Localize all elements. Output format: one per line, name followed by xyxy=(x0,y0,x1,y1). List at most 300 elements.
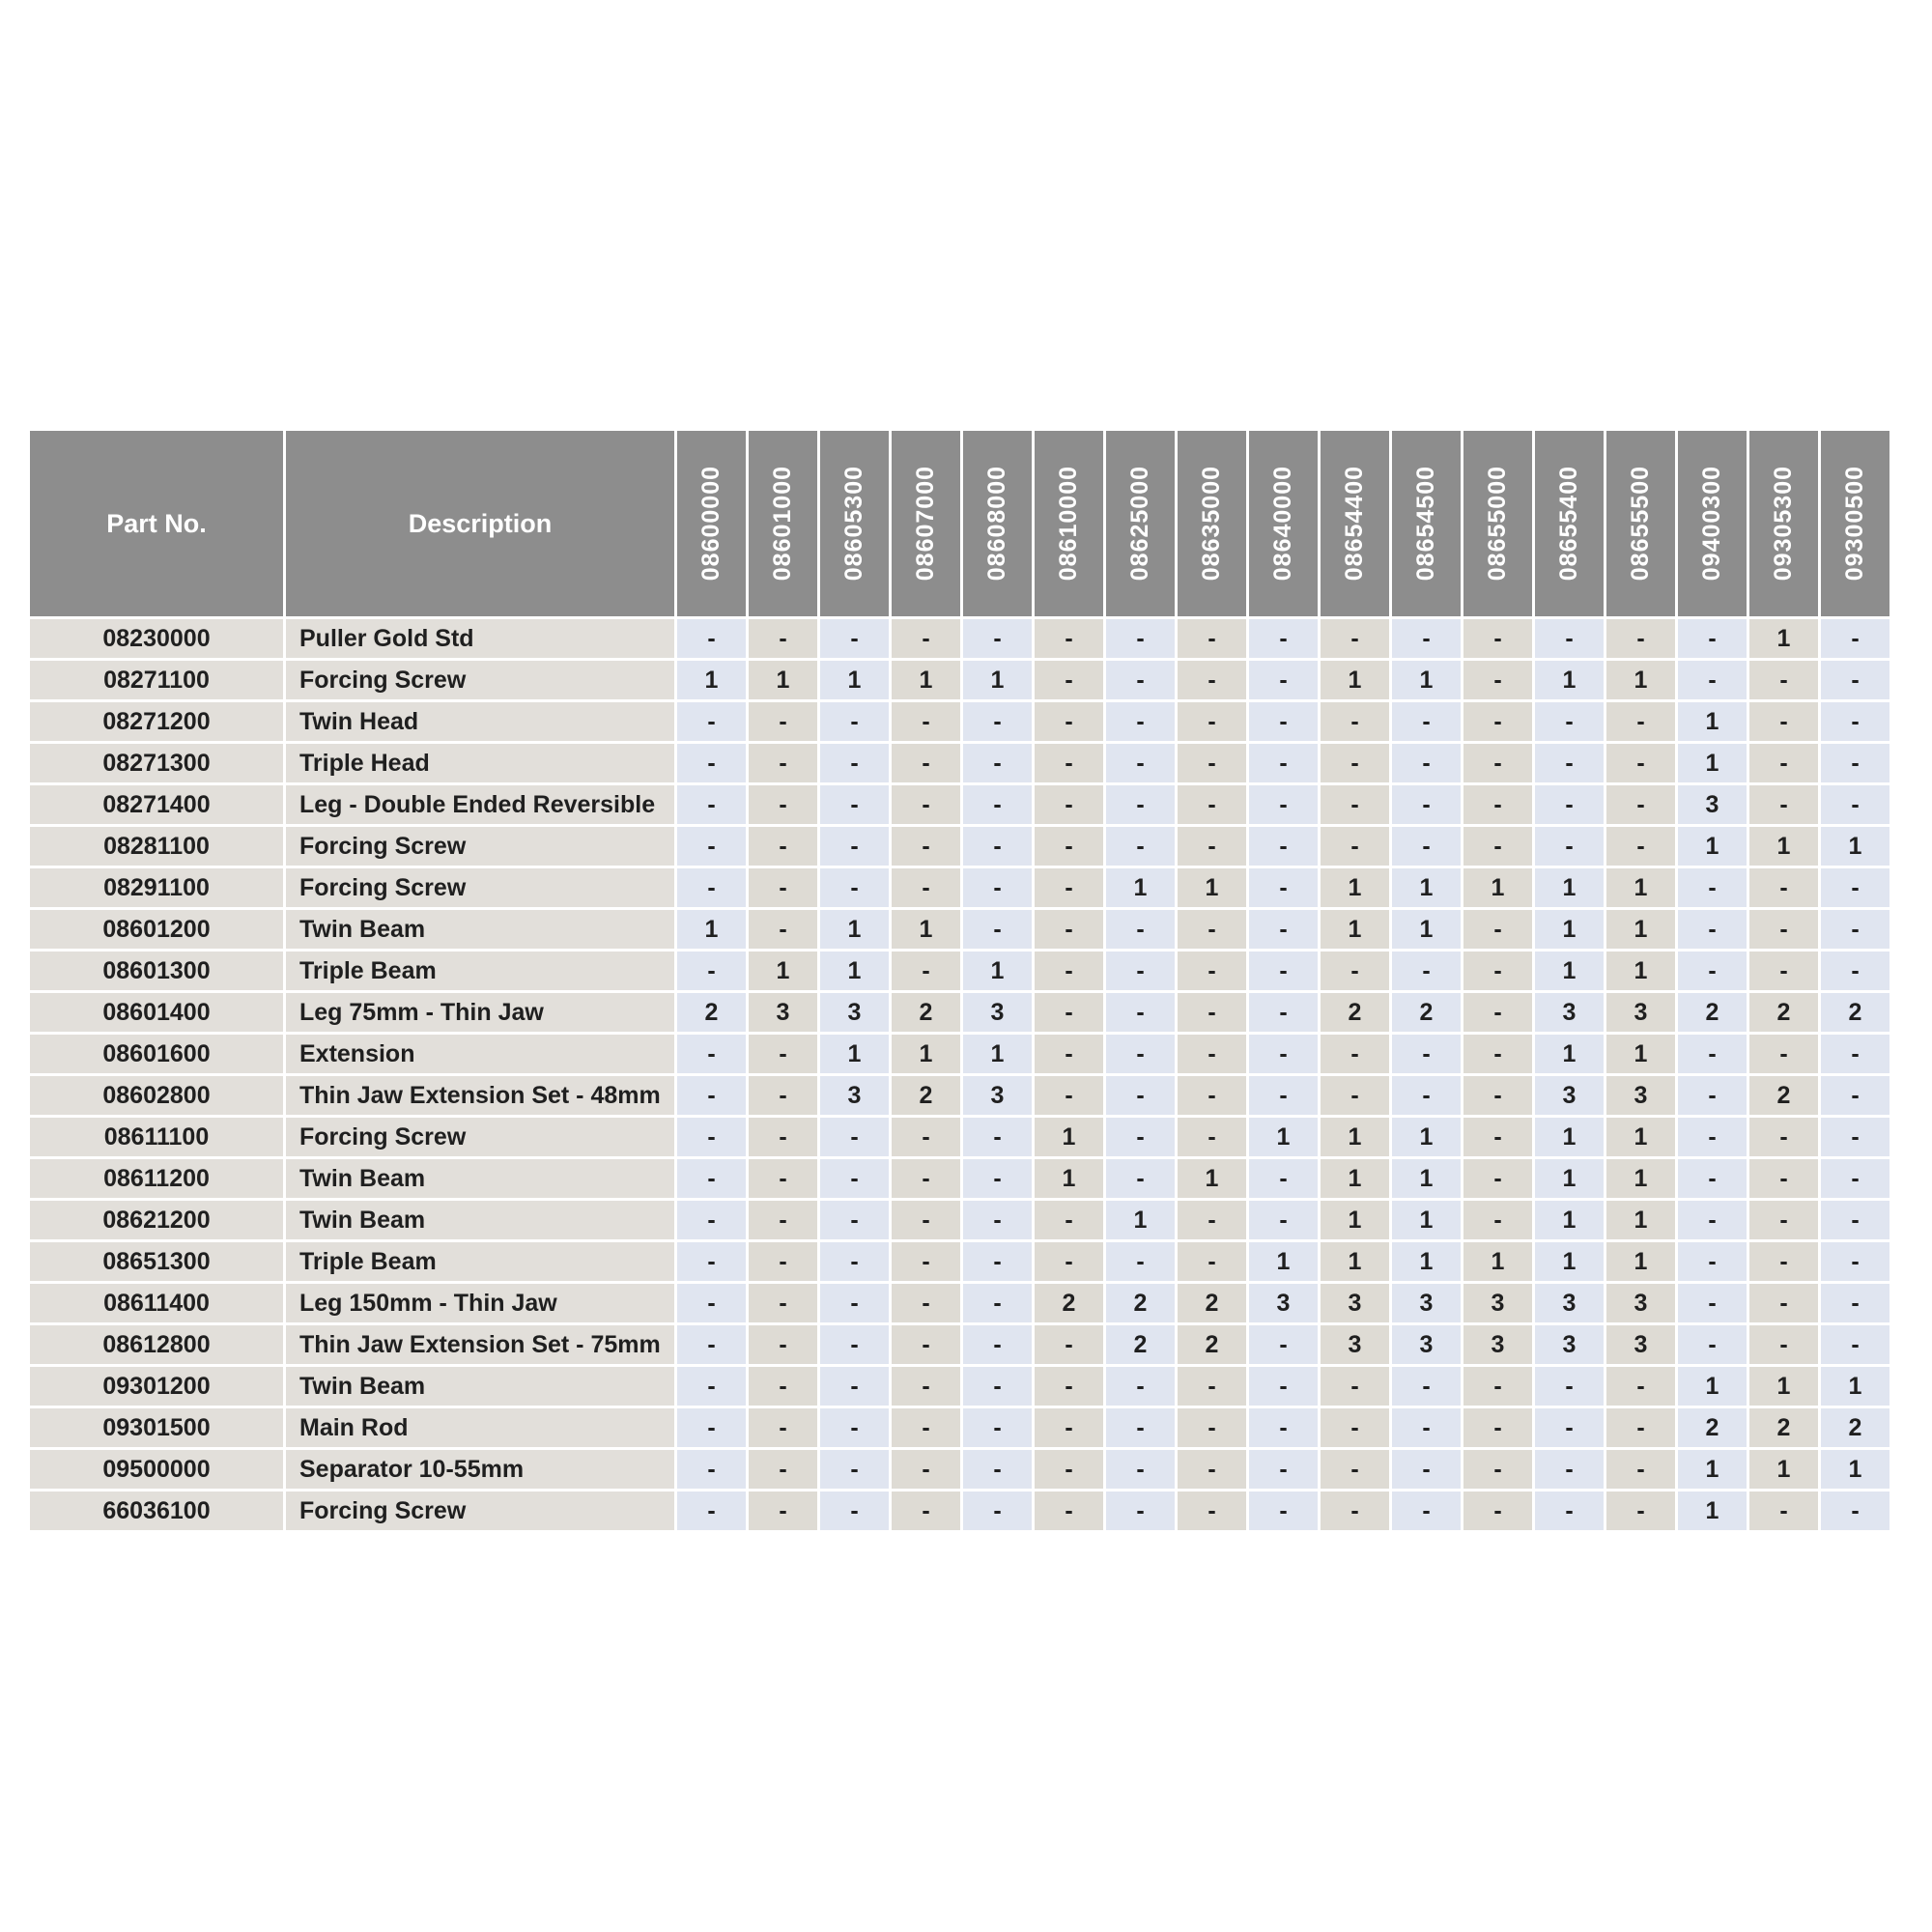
kit-column-label: 09300500 xyxy=(1841,466,1868,582)
quantity-cell: - xyxy=(1178,1408,1246,1447)
quantity-cell: - xyxy=(1749,702,1818,741)
quantity-cell: - xyxy=(1392,785,1461,824)
quantity-cell: - xyxy=(1749,1284,1818,1322)
quantity-cell: - xyxy=(1678,1076,1747,1115)
quantity-cell: - xyxy=(1035,702,1103,741)
quantity-cell: - xyxy=(1678,1035,1747,1073)
quantity-cell: - xyxy=(1249,1408,1318,1447)
quantity-cell: - xyxy=(1106,1450,1175,1489)
quantity-cell: 1 xyxy=(1606,1118,1675,1156)
quantity-cell: - xyxy=(749,1325,817,1364)
quantity-cell: - xyxy=(1321,702,1389,741)
quantity-cell: - xyxy=(1749,868,1818,907)
quantity-cell: 1 xyxy=(1535,1035,1604,1073)
quantity-cell: 1 xyxy=(820,910,889,949)
quantity-cell: - xyxy=(1249,1450,1318,1489)
part-no-cell: 08601400 xyxy=(30,993,283,1032)
quantity-cell: 1 xyxy=(677,910,746,949)
quantity-cell: - xyxy=(820,1242,889,1281)
table-row xyxy=(30,1325,1889,1364)
quantity-cell: - xyxy=(892,1408,960,1447)
quantity-cell: - xyxy=(1392,744,1461,782)
quantity-cell: - xyxy=(749,1367,817,1406)
part-no-cell: 66036100 xyxy=(30,1492,283,1530)
quantity-cell: - xyxy=(749,1408,817,1447)
description-cell: Forcing Screw xyxy=(286,868,674,907)
quantity-cell: - xyxy=(677,1118,746,1156)
kit-column-label: 08640000 xyxy=(1269,466,1296,582)
quantity-cell: 1 xyxy=(1106,1201,1175,1239)
quantity-cell: - xyxy=(963,1201,1032,1239)
kit-column-label: 08610000 xyxy=(1055,466,1082,582)
quantity-cell: - xyxy=(1463,952,1532,990)
table-row xyxy=(30,868,1889,907)
quantity-cell: - xyxy=(1106,744,1175,782)
quantity-cell: 3 xyxy=(1392,1325,1461,1364)
quantity-cell: - xyxy=(1178,744,1246,782)
description-cell: Extension xyxy=(286,1035,674,1073)
quantity-cell: 1 xyxy=(1035,1118,1103,1156)
quantity-cell: - xyxy=(1821,1242,1889,1281)
kit-column-label: 09400300 xyxy=(1698,466,1725,582)
quantity-cell: - xyxy=(820,1367,889,1406)
quantity-cell: - xyxy=(1106,661,1175,699)
kit-column-header xyxy=(677,431,746,616)
quantity-cell: - xyxy=(1821,744,1889,782)
quantity-cell: 2 xyxy=(1821,1408,1889,1447)
quantity-cell: 3 xyxy=(1392,1284,1461,1322)
quantity-cell: - xyxy=(1035,827,1103,866)
quantity-cell: - xyxy=(749,785,817,824)
quantity-cell: 3 xyxy=(1606,993,1675,1032)
part-no-cell: 08611100 xyxy=(30,1118,283,1156)
parts-compatibility-table xyxy=(27,428,1892,1533)
quantity-cell: 2 xyxy=(1178,1284,1246,1322)
kit-column-header xyxy=(963,431,1032,616)
part-no-cell: 08601600 xyxy=(30,1035,283,1073)
kit-column-header xyxy=(749,431,817,616)
quantity-cell: - xyxy=(749,1284,817,1322)
quantity-cell: - xyxy=(1821,1325,1889,1364)
quantity-cell: - xyxy=(1249,952,1318,990)
kit-column-header xyxy=(1463,431,1532,616)
quantity-cell: - xyxy=(1035,1076,1103,1115)
quantity-cell: - xyxy=(820,785,889,824)
quantity-cell: 3 xyxy=(1535,1076,1604,1115)
quantity-cell: - xyxy=(1178,785,1246,824)
quantity-cell: - xyxy=(1749,1242,1818,1281)
table-body xyxy=(30,619,1889,1530)
quantity-cell: - xyxy=(1249,993,1318,1032)
quantity-cell: - xyxy=(820,827,889,866)
table-row xyxy=(30,1076,1889,1115)
quantity-cell: - xyxy=(749,1492,817,1530)
quantity-cell: - xyxy=(1606,1450,1675,1489)
quantity-cell: - xyxy=(1321,744,1389,782)
quantity-cell: - xyxy=(1678,1325,1747,1364)
quantity-cell: - xyxy=(1178,1242,1246,1281)
quantity-cell: 2 xyxy=(1749,1408,1818,1447)
quantity-cell: - xyxy=(1821,1201,1889,1239)
quantity-cell: - xyxy=(1535,827,1604,866)
quantity-cell: 3 xyxy=(1249,1284,1318,1322)
table-row xyxy=(30,993,1889,1032)
quantity-cell: 1 xyxy=(892,1035,960,1073)
quantity-cell: - xyxy=(677,744,746,782)
quantity-cell: 2 xyxy=(1178,1325,1246,1364)
quantity-cell: 1 xyxy=(1749,1450,1818,1489)
quantity-cell: - xyxy=(677,1159,746,1198)
quantity-cell: - xyxy=(1463,1159,1532,1198)
quantity-cell: - xyxy=(677,1201,746,1239)
quantity-cell: - xyxy=(1749,1035,1818,1073)
kit-column-header xyxy=(1321,431,1389,616)
quantity-cell: - xyxy=(820,1492,889,1530)
quantity-cell: 1 xyxy=(892,910,960,949)
quantity-cell: - xyxy=(1321,785,1389,824)
quantity-cell: - xyxy=(1249,1076,1318,1115)
description-cell: Twin Beam xyxy=(286,1201,674,1239)
quantity-cell: - xyxy=(963,1159,1032,1198)
quantity-cell: - xyxy=(1035,1492,1103,1530)
quantity-cell: - xyxy=(1035,619,1103,658)
kit-column-label: 08635000 xyxy=(1198,466,1225,582)
quantity-cell: - xyxy=(820,1159,889,1198)
quantity-cell: 2 xyxy=(1035,1284,1103,1322)
part-no-cell: 08611400 xyxy=(30,1284,283,1322)
description-cell: Thin Jaw Extension Set - 75mm xyxy=(286,1325,674,1364)
quantity-cell: 1 xyxy=(1392,1201,1461,1239)
quantity-cell: 1 xyxy=(963,952,1032,990)
quantity-cell: - xyxy=(1321,619,1389,658)
quantity-cell: - xyxy=(749,1450,817,1489)
quantity-cell: - xyxy=(1178,1118,1246,1156)
quantity-cell: 1 xyxy=(1535,661,1604,699)
quantity-cell: - xyxy=(677,1450,746,1489)
quantity-cell: - xyxy=(1463,1035,1532,1073)
quantity-cell: 2 xyxy=(1106,1325,1175,1364)
quantity-cell: 1 xyxy=(1606,1201,1675,1239)
quantity-cell: - xyxy=(963,1367,1032,1406)
quantity-cell: - xyxy=(1106,1367,1175,1406)
quantity-cell: - xyxy=(1463,1450,1532,1489)
quantity-cell: - xyxy=(1106,1076,1175,1115)
quantity-cell: - xyxy=(677,952,746,990)
quantity-cell: - xyxy=(963,910,1032,949)
quantity-cell: - xyxy=(892,702,960,741)
table-row xyxy=(30,1035,1889,1073)
part-no-cell: 08271100 xyxy=(30,661,283,699)
quantity-cell: 1 xyxy=(749,952,817,990)
table-row xyxy=(30,1159,1889,1198)
quantity-cell: - xyxy=(677,1408,746,1447)
part-no-header: Part No. xyxy=(30,431,283,616)
quantity-cell: - xyxy=(963,1118,1032,1156)
quantity-cell: 2 xyxy=(1321,993,1389,1032)
quantity-cell: - xyxy=(1821,1284,1889,1322)
kit-column-header xyxy=(1678,431,1747,616)
quantity-cell: - xyxy=(892,1159,960,1198)
quantity-cell: - xyxy=(820,744,889,782)
quantity-cell: 1 xyxy=(1392,1118,1461,1156)
quantity-cell: 1 xyxy=(1463,1242,1532,1281)
quantity-cell: - xyxy=(1249,785,1318,824)
part-no-cell: 08281100 xyxy=(30,827,283,866)
quantity-cell: - xyxy=(820,1284,889,1322)
quantity-cell: - xyxy=(820,868,889,907)
table-row xyxy=(30,1118,1889,1156)
quantity-cell: 1 xyxy=(1606,661,1675,699)
quantity-cell: - xyxy=(1035,993,1103,1032)
quantity-cell: - xyxy=(1535,1492,1604,1530)
quantity-cell: 1 xyxy=(1606,1035,1675,1073)
quantity-cell: - xyxy=(1249,910,1318,949)
quantity-cell: - xyxy=(1106,952,1175,990)
quantity-cell: - xyxy=(1749,1492,1818,1530)
quantity-cell: 1 xyxy=(963,661,1032,699)
description-cell: Twin Beam xyxy=(286,910,674,949)
quantity-cell: - xyxy=(1392,702,1461,741)
quantity-cell: - xyxy=(1821,910,1889,949)
quantity-cell: - xyxy=(1321,1035,1389,1073)
quantity-cell: - xyxy=(1678,1201,1747,1239)
table-row xyxy=(30,1284,1889,1322)
quantity-cell: - xyxy=(1749,910,1818,949)
table-row xyxy=(30,661,1889,699)
quantity-cell: - xyxy=(1535,1450,1604,1489)
quantity-cell: - xyxy=(963,702,1032,741)
table-row xyxy=(30,702,1889,741)
quantity-cell: - xyxy=(1321,1076,1389,1115)
quantity-cell: - xyxy=(749,744,817,782)
quantity-cell: - xyxy=(677,1076,746,1115)
quantity-cell: - xyxy=(749,868,817,907)
quantity-cell: - xyxy=(1535,1408,1604,1447)
quantity-cell: - xyxy=(1749,1118,1818,1156)
quantity-cell: - xyxy=(1321,1408,1389,1447)
part-no-cell: 08291100 xyxy=(30,868,283,907)
quantity-cell: - xyxy=(677,1284,746,1322)
quantity-cell: 1 xyxy=(1321,1159,1389,1198)
part-no-cell: 09301500 xyxy=(30,1408,283,1447)
quantity-cell: 1 xyxy=(1178,1159,1246,1198)
quantity-cell: - xyxy=(1463,661,1532,699)
quantity-cell: - xyxy=(1178,1492,1246,1530)
quantity-cell: - xyxy=(1035,868,1103,907)
quantity-cell: - xyxy=(820,1201,889,1239)
quantity-cell: 1 xyxy=(1392,868,1461,907)
quantity-cell: 1 xyxy=(1678,1450,1747,1489)
quantity-cell: - xyxy=(677,619,746,658)
quantity-cell: - xyxy=(1035,1325,1103,1364)
quantity-cell: - xyxy=(1535,619,1604,658)
quantity-cell: - xyxy=(1106,827,1175,866)
description-cell: Twin Head xyxy=(286,702,674,741)
part-no-cell: 08651300 xyxy=(30,1242,283,1281)
quantity-cell: 1 xyxy=(1606,1242,1675,1281)
quantity-cell: - xyxy=(1035,1450,1103,1489)
description-cell: Separator 10-55mm xyxy=(286,1450,674,1489)
quantity-cell: 3 xyxy=(1678,785,1747,824)
quantity-cell: - xyxy=(1249,827,1318,866)
quantity-cell: - xyxy=(1106,1118,1175,1156)
quantity-cell: - xyxy=(1392,1408,1461,1447)
quantity-cell: 1 xyxy=(820,661,889,699)
quantity-cell: - xyxy=(1678,1159,1747,1198)
quantity-cell: - xyxy=(963,1242,1032,1281)
kit-column-label: 08655500 xyxy=(1627,466,1654,582)
quantity-cell: - xyxy=(1749,744,1818,782)
quantity-cell: 1 xyxy=(1321,1201,1389,1239)
quantity-cell: 2 xyxy=(1106,1284,1175,1322)
kit-column-header xyxy=(892,431,960,616)
quantity-cell: 2 xyxy=(1749,1076,1818,1115)
quantity-cell: - xyxy=(1178,910,1246,949)
quantity-cell: - xyxy=(1106,910,1175,949)
quantity-cell: - xyxy=(677,1367,746,1406)
quantity-cell: - xyxy=(1106,1492,1175,1530)
quantity-cell: - xyxy=(1321,952,1389,990)
quantity-cell: - xyxy=(963,1492,1032,1530)
quantity-cell: 3 xyxy=(1463,1325,1532,1364)
quantity-cell: - xyxy=(892,952,960,990)
quantity-cell: 1 xyxy=(1749,827,1818,866)
quantity-cell: - xyxy=(1821,619,1889,658)
kit-column-header xyxy=(1249,431,1318,616)
quantity-cell: 1 xyxy=(1321,661,1389,699)
quantity-cell: 1 xyxy=(892,661,960,699)
quantity-cell: - xyxy=(677,868,746,907)
quantity-cell: - xyxy=(1749,661,1818,699)
quantity-cell: 1 xyxy=(1749,619,1818,658)
quantity-cell: 1 xyxy=(1321,910,1389,949)
description-cell: Forcing Screw xyxy=(286,661,674,699)
kit-column-header xyxy=(1178,431,1246,616)
quantity-cell: - xyxy=(1606,1492,1675,1530)
quantity-cell: 3 xyxy=(1606,1076,1675,1115)
quantity-cell: - xyxy=(1249,1201,1318,1239)
quantity-cell: 1 xyxy=(1678,827,1747,866)
quantity-cell: - xyxy=(1821,868,1889,907)
kit-column-header xyxy=(1106,431,1175,616)
quantity-cell: - xyxy=(1606,1367,1675,1406)
quantity-cell: - xyxy=(1392,1035,1461,1073)
quantity-cell: - xyxy=(749,1159,817,1198)
description-cell: Leg - Double Ended Reversible xyxy=(286,785,674,824)
quantity-cell: 2 xyxy=(892,993,960,1032)
kit-column-label: 08654400 xyxy=(1341,466,1368,582)
quantity-cell: 1 xyxy=(1678,1492,1747,1530)
quantity-cell: - xyxy=(892,1201,960,1239)
description-cell: Triple Head xyxy=(286,744,674,782)
quantity-cell: - xyxy=(1249,744,1318,782)
kit-column-label: 08655000 xyxy=(1484,466,1511,582)
quantity-cell: - xyxy=(1178,1450,1246,1489)
part-no-cell: 09301200 xyxy=(30,1367,283,1406)
kit-column-header xyxy=(1535,431,1604,616)
quantity-cell: 1 xyxy=(1392,661,1461,699)
quantity-cell: - xyxy=(677,1325,746,1364)
kit-column-label: 08601000 xyxy=(769,466,796,582)
quantity-cell: 3 xyxy=(963,993,1032,1032)
quantity-cell: - xyxy=(1606,619,1675,658)
description-cell: Forcing Screw xyxy=(286,1118,674,1156)
quantity-cell: - xyxy=(1392,1450,1461,1489)
quantity-cell: - xyxy=(1178,827,1246,866)
quantity-cell: 1 xyxy=(1749,1367,1818,1406)
quantity-cell: - xyxy=(1678,1242,1747,1281)
description-cell: Puller Gold Std xyxy=(286,619,674,658)
kit-column-label: 08625000 xyxy=(1126,466,1153,582)
quantity-cell: 3 xyxy=(1606,1284,1675,1322)
quantity-cell: 2 xyxy=(1678,993,1747,1032)
quantity-cell: - xyxy=(1249,619,1318,658)
quantity-cell: - xyxy=(892,1492,960,1530)
description-cell: Leg 150mm - Thin Jaw xyxy=(286,1284,674,1322)
quantity-cell: - xyxy=(1463,785,1532,824)
header-row xyxy=(30,431,1889,616)
quantity-cell: - xyxy=(1821,702,1889,741)
quantity-cell: - xyxy=(1821,785,1889,824)
quantity-cell: - xyxy=(1821,1118,1889,1156)
quantity-cell: - xyxy=(749,702,817,741)
quantity-cell: - xyxy=(892,1242,960,1281)
quantity-cell: 1 xyxy=(1535,1201,1604,1239)
part-no-cell: 08271300 xyxy=(30,744,283,782)
description-cell: Triple Beam xyxy=(286,952,674,990)
quantity-cell: - xyxy=(1035,910,1103,949)
quantity-cell: - xyxy=(1463,1201,1532,1239)
quantity-cell: - xyxy=(1463,1367,1532,1406)
quantity-cell: - xyxy=(1249,1367,1318,1406)
quantity-cell: - xyxy=(1606,827,1675,866)
quantity-cell: 1 xyxy=(1535,1159,1604,1198)
quantity-cell: 2 xyxy=(1392,993,1461,1032)
quantity-cell: 1 xyxy=(1606,868,1675,907)
quantity-cell: - xyxy=(749,619,817,658)
quantity-cell: 1 xyxy=(1606,910,1675,949)
kit-column-header xyxy=(820,431,889,616)
quantity-cell: - xyxy=(677,702,746,741)
quantity-cell: - xyxy=(1535,744,1604,782)
quantity-cell: 1 xyxy=(1035,1159,1103,1198)
quantity-cell: - xyxy=(1678,661,1747,699)
quantity-cell: - xyxy=(1392,1076,1461,1115)
quantity-cell: - xyxy=(1392,1492,1461,1530)
description-cell: Forcing Screw xyxy=(286,827,674,866)
quantity-cell: - xyxy=(963,619,1032,658)
quantity-cell: - xyxy=(1035,952,1103,990)
quantity-cell: 1 xyxy=(1106,868,1175,907)
quantity-cell: - xyxy=(1392,1367,1461,1406)
quantity-cell: 2 xyxy=(1821,993,1889,1032)
quantity-cell: 3 xyxy=(1535,993,1604,1032)
quantity-cell: - xyxy=(1106,1159,1175,1198)
quantity-cell: - xyxy=(1035,661,1103,699)
description-cell: Main Rod xyxy=(286,1408,674,1447)
quantity-cell: - xyxy=(1035,1035,1103,1073)
quantity-cell: 1 xyxy=(1321,1242,1389,1281)
quantity-cell: - xyxy=(1678,910,1747,949)
quantity-cell: - xyxy=(892,1325,960,1364)
quantity-cell: 3 xyxy=(1463,1284,1532,1322)
quantity-cell: - xyxy=(1249,661,1318,699)
quantity-cell: - xyxy=(1035,785,1103,824)
quantity-cell: 1 xyxy=(963,1035,1032,1073)
quantity-cell: - xyxy=(1463,1492,1532,1530)
quantity-cell: - xyxy=(1821,661,1889,699)
quantity-cell: - xyxy=(1106,702,1175,741)
